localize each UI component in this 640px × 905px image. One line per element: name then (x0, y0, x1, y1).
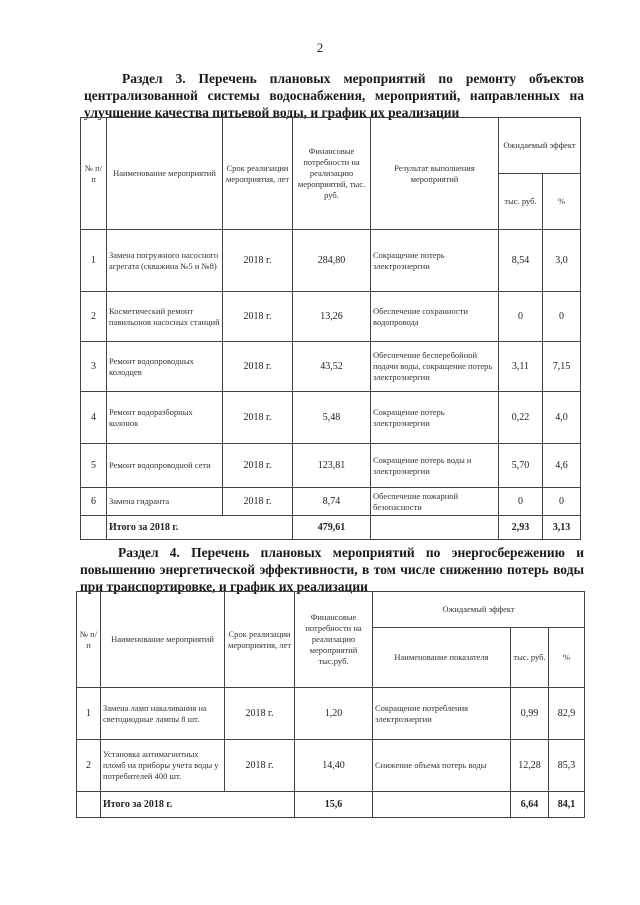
col-rub-header: тыс. руб. (511, 628, 549, 688)
total-rub: 6,64 (511, 792, 549, 818)
table-row (81, 230, 581, 292)
col-term-header: Срок реализации мероприятия, лет (223, 118, 293, 230)
row-name: Косметический ремонт павильонов насосных станций (107, 292, 223, 342)
row-finance: 13,26 (293, 292, 371, 342)
row-name: Ремонт водопроводной сети (107, 444, 223, 488)
col-name-header: Наименование мероприятий (107, 118, 223, 230)
row-finance: 43,52 (293, 342, 371, 392)
row-result: Обеспечение бесперебойной подачи воды, сокращение потерь электроэнергии (371, 342, 499, 392)
col-pct-header: % (543, 174, 581, 230)
row-rub: 12,28 (511, 740, 549, 792)
row-finance: 8,74 (293, 488, 371, 516)
table-row (81, 292, 581, 342)
row-indicator: Сокращение потребления электроэнергии (373, 688, 511, 740)
row-num: 3 (81, 342, 107, 392)
row-term: 2018 г. (225, 688, 295, 740)
total-finance: 479,61 (293, 516, 371, 540)
row-name: Ремонт водоразборных колонок (107, 392, 223, 444)
table-row (77, 740, 585, 792)
row-finance: 284,80 (293, 230, 371, 292)
total-pct: 84,1 (549, 792, 585, 818)
table-row (81, 488, 581, 516)
col-name-header: Наименование мероприятий (101, 592, 225, 688)
row-pct: 7,15 (543, 342, 581, 392)
row-result: Сокращение потерь электроэнергии (371, 392, 499, 444)
page-number: 2 (316, 40, 324, 55)
col-result-header: Результат выполнения мероприятий (371, 118, 499, 230)
row-num: 1 (81, 230, 107, 292)
row-finance: 5,48 (293, 392, 371, 444)
total-row (81, 516, 581, 540)
row-num: 2 (81, 292, 107, 342)
row-finance: 1,20 (295, 688, 373, 740)
col-num-header: № п/п (77, 592, 101, 688)
row-result: Обеспечение сохранности водопровода (371, 292, 499, 342)
row-term: 2018 г. (223, 342, 293, 392)
row-pct: 0 (543, 292, 581, 342)
total-label: Итого за 2018 г. (101, 792, 295, 818)
section3-table (80, 117, 581, 540)
row-result: Обеспечение пожарной безопасности (371, 488, 499, 516)
section4-heading: Раздел 4. Перечень плановых мероприятий по энергосбережению и повышению энергетической эффективности, в том числе снижению потерь воды при транспортировке, и график их реализации (80, 545, 584, 594)
col-indicator-header: Наименование показателя (373, 628, 511, 688)
row-indicator: Снижение объема потерь воды (373, 740, 511, 792)
total-finance: 15,6 (295, 792, 373, 818)
col-num-header: № п/п (81, 118, 107, 230)
section3-heading: Раздел 3. Перечень плановых мероприятий по ремонту объектов централизованной системы водоснабжения, мероприятий, направленных на улучшение качества питьевой воды, и график их реализации (84, 71, 584, 120)
row-num: 1 (77, 688, 101, 740)
row-num: 6 (81, 488, 107, 516)
row-name: Замена ламп накаливания на светодиодные лампы 8 шт. (101, 688, 225, 740)
row-rub: 0,22 (499, 392, 543, 444)
row-result: Сокращение потерь электроэнергии (371, 230, 499, 292)
row-finance: 14,40 (295, 740, 373, 792)
row-name: Замена гидранта (107, 488, 223, 516)
col-effect-header: Ожидаемый эффект (373, 592, 585, 628)
row-term: 2018 г. (223, 292, 293, 342)
table-row (81, 342, 581, 392)
table-row (77, 688, 585, 740)
col-finance-header: Финансовые потребности на реализацию мероприятий тыс.руб. (295, 592, 373, 688)
row-pct: 4,6 (543, 444, 581, 488)
row-pct: 82,9 (549, 688, 585, 740)
col-effect-header: Ожидаемый эффект (499, 118, 581, 174)
row-term: 2018 г. (223, 230, 293, 292)
row-term: 2018 г. (223, 488, 293, 516)
row-num: 2 (77, 740, 101, 792)
total-label: Итого за 2018 г. (107, 516, 293, 540)
row-rub: 0 (499, 292, 543, 342)
total-pct: 3,13 (543, 516, 581, 540)
row-rub: 8,54 (499, 230, 543, 292)
row-name: Установка антимагнитных пломб на приборы учета воды у потребителей 400 шт. (101, 740, 225, 792)
row-rub: 5,70 (499, 444, 543, 488)
total-row (77, 792, 585, 818)
row-pct: 4,0 (543, 392, 581, 444)
row-name: Ремонт водопроводных колодцев (107, 342, 223, 392)
row-num: 5 (81, 444, 107, 488)
row-term: 2018 г. (225, 740, 295, 792)
total-rub: 2,93 (499, 516, 543, 540)
row-result: Сокращение потерь воды и электроэнергии (371, 444, 499, 488)
col-pct-header: % (549, 628, 585, 688)
row-rub: 3,11 (499, 342, 543, 392)
col-term-header: Срок реализации мероприятия, лет (225, 592, 295, 688)
table-row (81, 444, 581, 488)
row-pct: 85,3 (549, 740, 585, 792)
table-row (81, 392, 581, 444)
col-finance-header: Финансовые потребности на реализацию мероприятий, тыс. руб. (293, 118, 371, 230)
row-rub: 0 (499, 488, 543, 516)
row-num: 4 (81, 392, 107, 444)
section4-table (76, 591, 585, 818)
row-name: Замена погружного насосного агрегата (скважина №5 и №8) (107, 230, 223, 292)
col-rub-header: тыс. руб. (499, 174, 543, 230)
row-rub: 0,99 (511, 688, 549, 740)
row-finance: 123,81 (293, 444, 371, 488)
row-term: 2018 г. (223, 392, 293, 444)
row-pct: 0 (543, 488, 581, 516)
row-term: 2018 г. (223, 444, 293, 488)
row-pct: 3,0 (543, 230, 581, 292)
